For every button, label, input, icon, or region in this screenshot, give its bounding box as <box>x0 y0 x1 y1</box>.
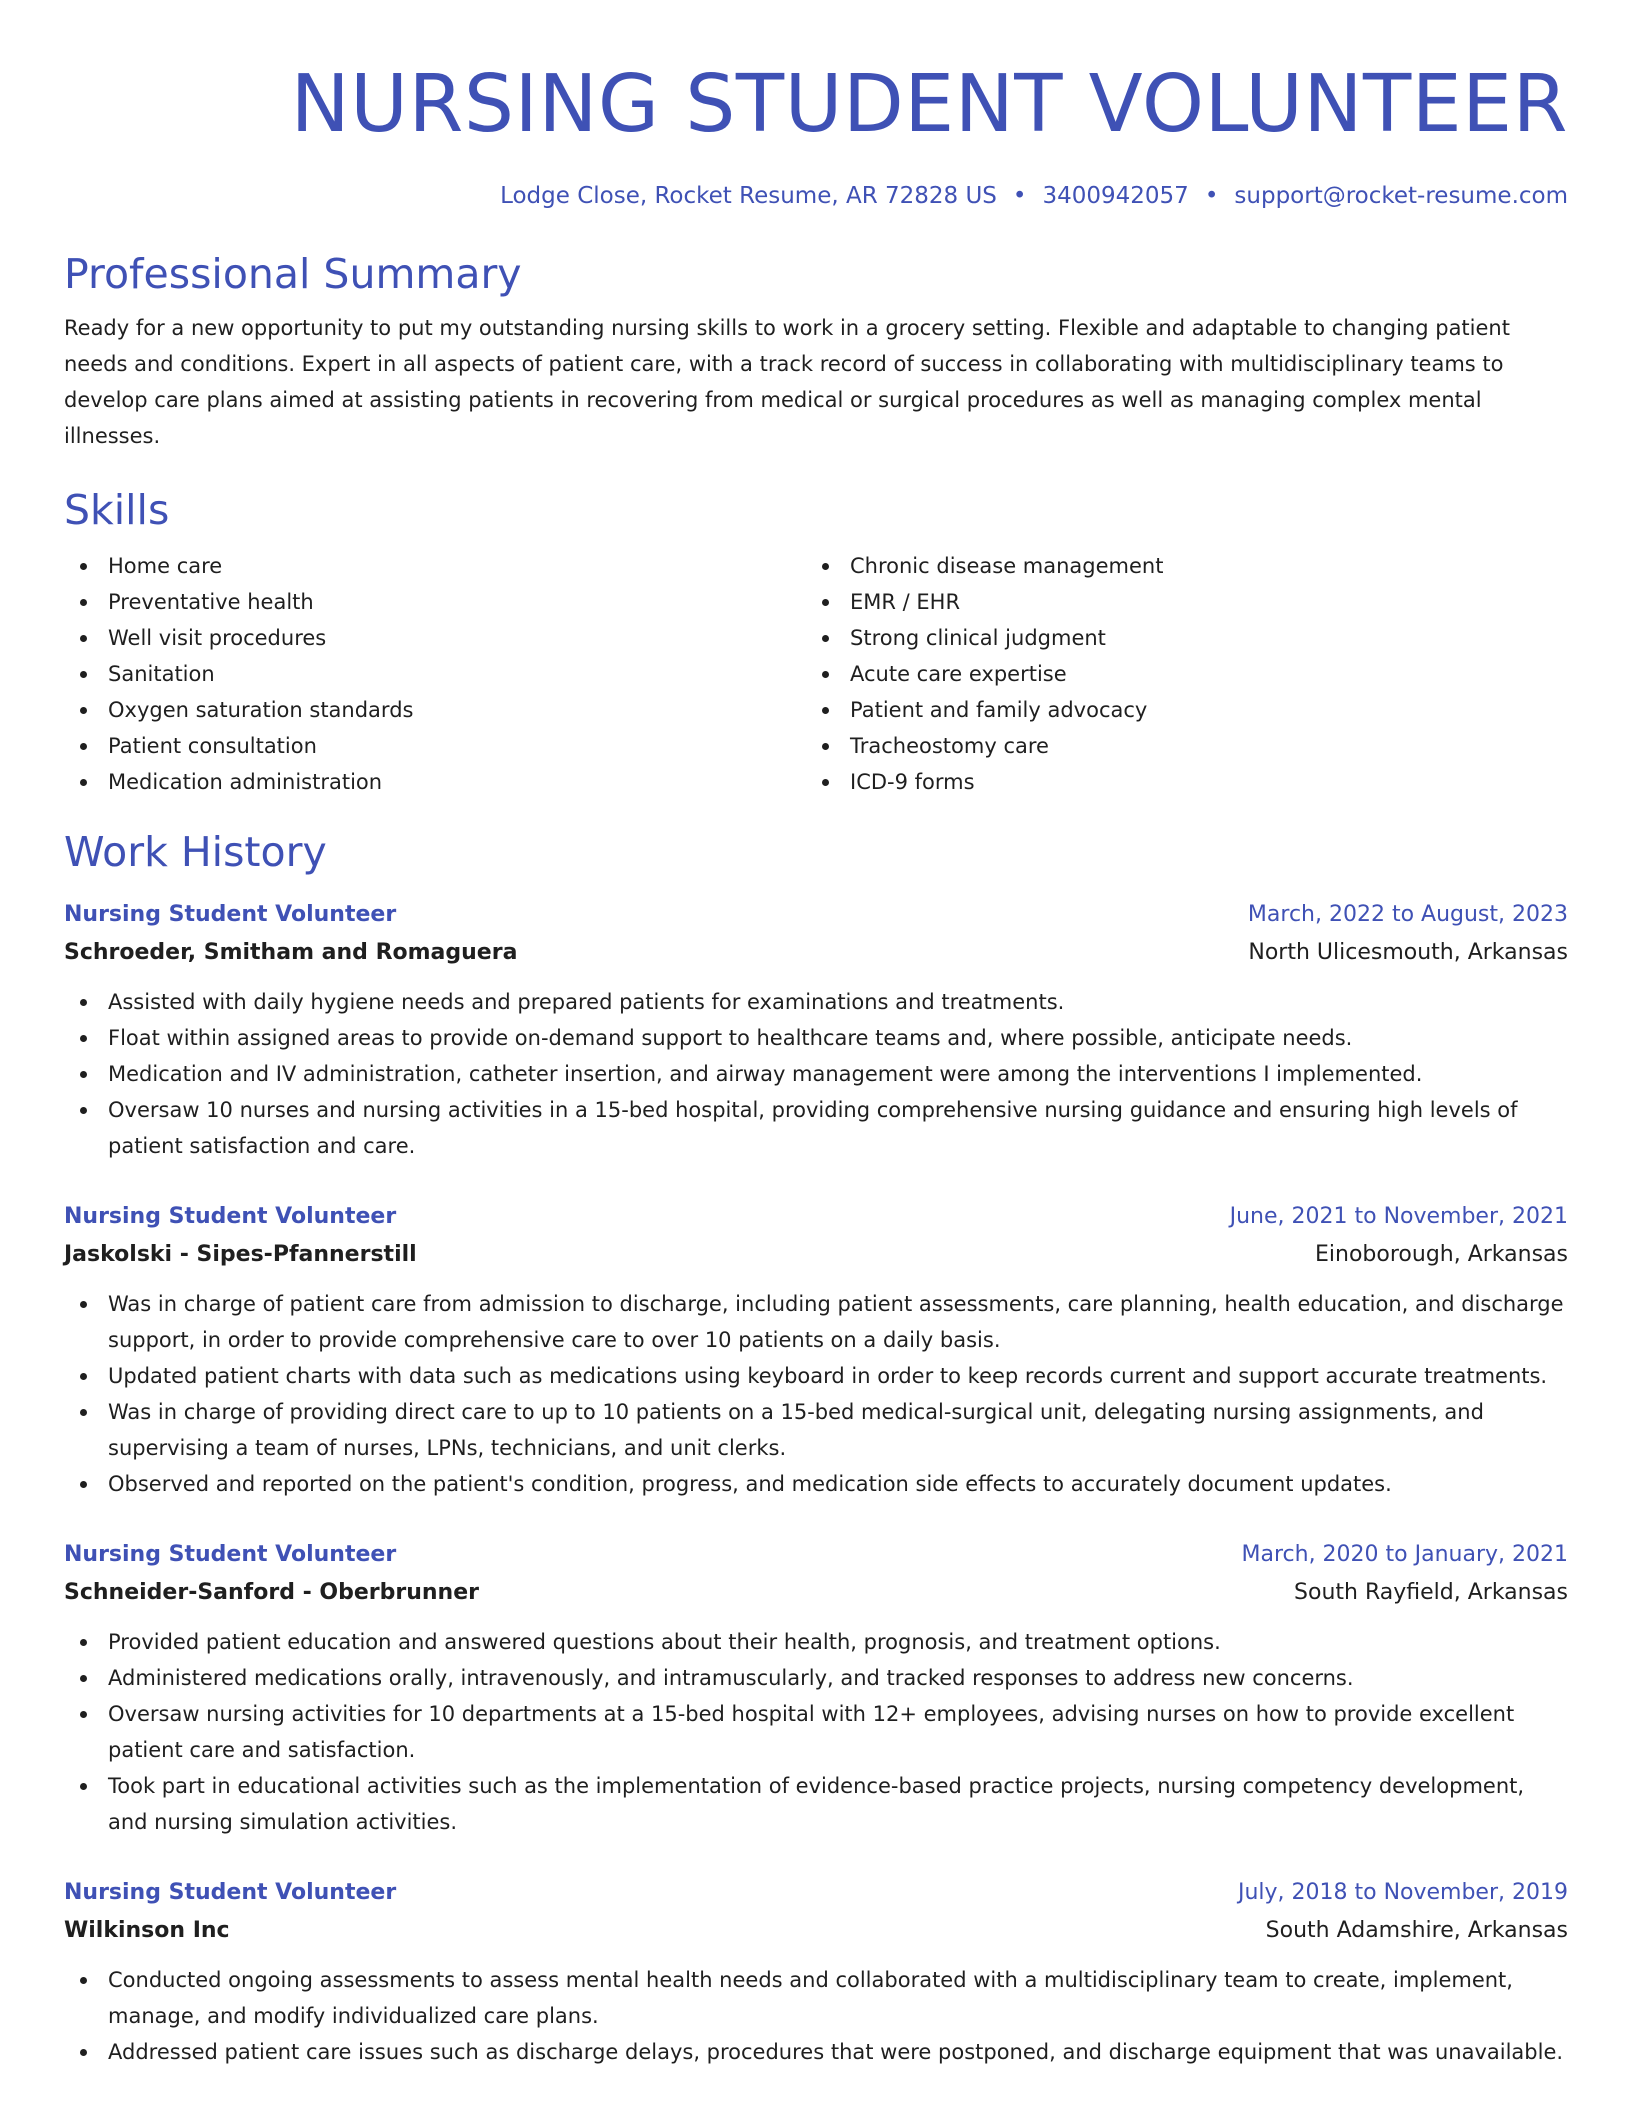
resume-name: NURSING STUDENT VOLUNTEER <box>290 58 1568 150</box>
skill-item: EMR / EHR <box>806 584 1548 620</box>
job-bullet: Addressed patient care issues such as discharge delays, procedures that were postponed, and discharge equipment that was unavailable. <box>64 2034 1568 2070</box>
job-bullet: Was in charge of providing direct care to up to 10 patients on a 15-bed medical-surgical unit, delegating nursing assignments, and supervising a team of nurses, LPNs, technicians, and unit clerks. <box>64 1394 1568 1466</box>
job-bullets <box>64 1624 1568 1840</box>
job-title: Nursing Student Volunteer <box>64 1204 397 1229</box>
skills-column-left <box>64 548 806 800</box>
employer-name: Schroeder, Smitham and Romaguera <box>64 940 518 965</box>
skill-item: Home care <box>64 548 806 584</box>
job-location: South Rayfield, Arkansas <box>1294 1580 1568 1605</box>
job-bullet: Medication and IV administration, catheter insertion, and airway management were among the interventions I implemented. <box>64 1056 1568 1092</box>
skill-item: Strong clinical judgment <box>806 620 1548 656</box>
job-location: North Ulicesmouth, Arkansas <box>1248 940 1568 965</box>
job-location: South Adamshire, Arkansas <box>1265 1918 1568 1943</box>
job-bullets <box>64 984 1568 1164</box>
job-bullet: Oversaw nursing activities for 10 departments at a 15-bed hospital with 12+ employees, advising nurses on how to provide excellent patient care and satisfaction. <box>64 1696 1568 1768</box>
job-title: Nursing Student Volunteer <box>64 1880 397 1905</box>
job-bullet: Assisted with daily hygiene needs and prepared patients for examinations and treatments. <box>64 984 1568 1020</box>
job-bullet: Oversaw 10 nurses and nursing activities in a 15-bed hospital, providing comprehensive nursing guidance and ensuring high levels of patient satisfaction and care. <box>64 1092 1568 1164</box>
skills-column-right <box>806 548 1548 800</box>
job-entry <box>64 896 1568 1164</box>
job-bullet: Float within assigned areas to provide on-demand support to healthcare teams and, where possible, anticipate needs. <box>64 1020 1568 1056</box>
employer-name: Wilkinson Inc <box>64 1918 230 1943</box>
phone: 3400942057 <box>1042 183 1189 209</box>
job-location: Einoborough, Arkansas <box>1315 1242 1568 1267</box>
skill-item: Well visit procedures <box>64 620 806 656</box>
job-dates: March, 2020 to January, 2021 <box>1241 1542 1568 1567</box>
separator-dot: • <box>1204 183 1219 209</box>
job-bullet: Conducted ongoing assessments to assess mental health needs and collaborated with a multidisciplinary team to create, implement, manage, and modify individualized care plans. <box>64 1962 1568 2034</box>
skills-list <box>64 548 1568 800</box>
skill-item: Patient and family advocacy <box>806 692 1548 728</box>
job-bullet: Updated patient charts with data such as medications using keyboard in order to keep records current and support accurate treatments. <box>64 1358 1568 1394</box>
job-entry <box>64 1536 1568 1840</box>
resume-page <box>64 0 1568 2070</box>
job-bullet: Observed and reported on the patient's condition, progress, and medication side effects to accurately document updates. <box>64 1466 1568 1502</box>
skill-item: Oxygen saturation standards <box>64 692 806 728</box>
job-title: Nursing Student Volunteer <box>64 1542 397 1567</box>
email-link[interactable]: support@rocket-resume.com <box>1234 183 1568 209</box>
job-dates: June, 2021 to November, 2021 <box>1229 1204 1568 1229</box>
skill-item: Tracheostomy care <box>806 728 1548 764</box>
job-dates: July, 2018 to November, 2019 <box>1237 1880 1568 1905</box>
job-bullets <box>64 1962 1568 2070</box>
job-bullet: Took part in educational activities such as the implementation of evidence-based practice projects, nursing competency development, and nursing simulation activities. <box>64 1768 1568 1840</box>
job-dates: March, 2022 to August, 2023 <box>1247 902 1568 927</box>
employer-name: Jaskolski - Sipes-Pfannerstill <box>64 1242 417 1267</box>
address: Lodge Close, Rocket Resume, AR 72828 US <box>500 183 997 209</box>
skill-item: Acute care expertise <box>806 656 1548 692</box>
skill-item: ICD-9 forms <box>806 764 1548 800</box>
skill-item: Chronic disease management <box>806 548 1548 584</box>
summary-text: Ready for a new opportunity to put my outstanding nursing skills to work in a grocery setting. Flexible and adaptable to changing patient needs and conditions. Expert in all aspects of patient care, with a track record of success in collaborating with multidisciplinary teams to develop care plans aimed at assisting patients in recovering from medical or surgical procedures as well as managing complex mental illnesses. <box>64 316 1510 448</box>
summary-heading: Professional Summary <box>64 250 522 298</box>
skill-item: Medication administration <box>64 764 806 800</box>
contact-line <box>64 180 1568 212</box>
work-history-heading: Work History <box>64 828 327 876</box>
job-bullet: Provided patient education and answered questions about their health, prognosis, and treatment options. <box>64 1624 1568 1660</box>
skills-heading: Skills <box>64 486 170 534</box>
job-entry <box>64 1198 1568 1502</box>
job-bullets <box>64 1286 1568 1502</box>
skill-item: Preventative health <box>64 584 806 620</box>
job-bullet: Was in charge of patient care from admission to discharge, including patient assessments, care planning, health education, and discharge support, in order to provide comprehensive care to over 10 patients on a daily basis. <box>64 1286 1568 1358</box>
job-bullet: Administered medications orally, intravenously, and intramuscularly, and tracked responses to address new concerns. <box>64 1660 1568 1696</box>
skill-item: Patient consultation <box>64 728 806 764</box>
job-title: Nursing Student Volunteer <box>64 902 397 927</box>
job-entry <box>64 1874 1568 2070</box>
employer-name: Schneider-Sanford - Oberbrunner <box>64 1580 479 1605</box>
separator-dot: • <box>1012 183 1027 209</box>
skill-item: Sanitation <box>64 656 806 692</box>
